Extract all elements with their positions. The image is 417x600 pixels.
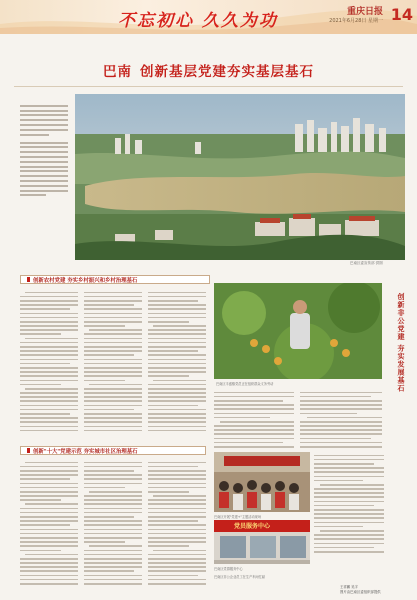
masthead-banner xyxy=(0,0,417,34)
hero-photo-credit: 巴南区委宣传部 供图 xyxy=(350,261,383,265)
storefront-sign: 党员服务中心 xyxy=(234,523,271,530)
lead-paragraph xyxy=(20,102,68,199)
article-column xyxy=(148,459,206,594)
footer-authors: 王祥鹏 吴宇 xyxy=(340,585,359,590)
newspaper-name: 重庆日报 xyxy=(346,7,383,17)
article-column xyxy=(314,452,384,562)
page-number: 14 xyxy=(390,5,413,24)
page-headline xyxy=(0,60,417,80)
side-section-title: 创新非公党建 夯实发展基石 xyxy=(397,293,405,393)
issue-date: 2021年6月28日 星期一 xyxy=(329,18,383,24)
photo-caption: 巴南区党群服务中心 xyxy=(214,567,243,571)
section-heading-community: 创新"十大"党建示范 夯实城市社区治理基石 xyxy=(20,446,206,455)
banner-slogan: 不忘初心 久久为功 xyxy=(118,11,278,31)
article-column xyxy=(20,289,78,439)
hero-aerial-photo xyxy=(75,94,405,260)
article-column xyxy=(214,389,294,449)
photo-service-center xyxy=(214,520,310,564)
photo-caption: 巴南区丰盛镇党员正在组织群众义务劳动 xyxy=(216,382,274,386)
article-column xyxy=(20,459,78,594)
headline-place: 巴南 xyxy=(103,64,132,80)
photo-event-crowd xyxy=(214,452,310,512)
photo-farm-party-members xyxy=(214,283,382,379)
article-column xyxy=(84,459,142,594)
headline-title: 创新基层党建夯实基层基石 xyxy=(140,64,314,80)
photo-caption: 巴南区开展"党建+"主题活动现场 xyxy=(214,515,262,519)
footer-credit xyxy=(340,585,381,594)
article-column xyxy=(148,289,206,439)
photo-caption: 巴南区非公企业员工在生产车间忙碌 xyxy=(214,575,265,579)
article-column xyxy=(300,389,382,449)
article-column xyxy=(84,289,142,439)
headline-rule xyxy=(14,86,403,87)
section-heading-rural: 创新农村党建 夯实乡村振兴和乡村治理基石 xyxy=(20,275,210,284)
footer-photo-source: 图片由巴南区委组织部提供 xyxy=(340,589,381,594)
